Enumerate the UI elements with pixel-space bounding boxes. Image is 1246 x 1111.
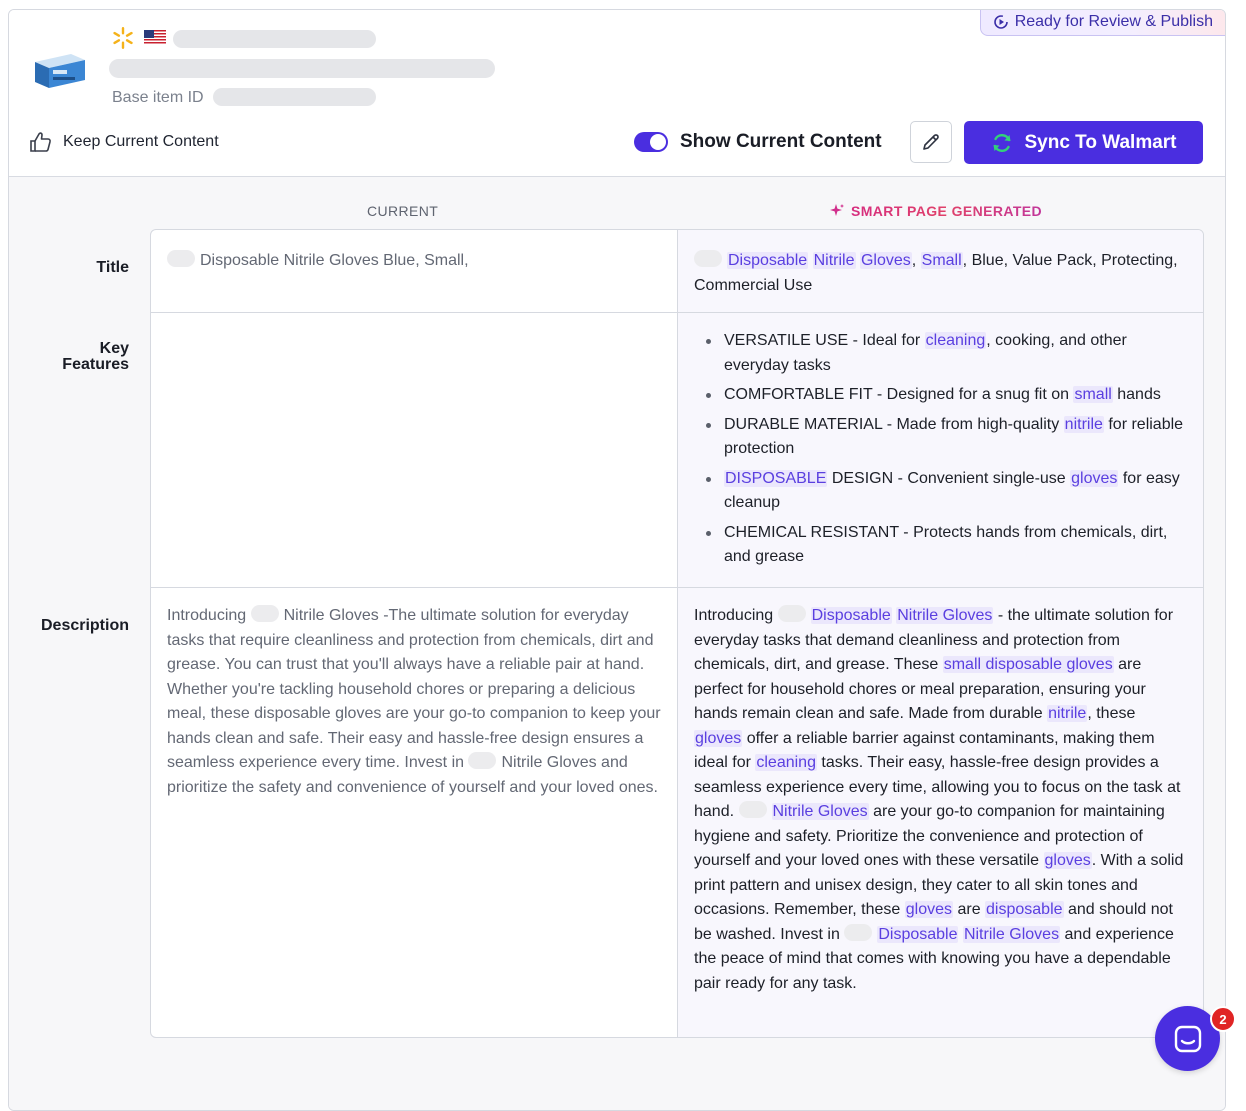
keyword-highlight: gloves	[905, 901, 953, 918]
keyword-highlight: DISPOSABLE	[725, 469, 827, 487]
base-item-id-placeholder	[213, 88, 376, 106]
brand-chip-placeholder	[167, 250, 195, 267]
feature-item: CHEMICAL RESISTANT - Protects hands from chemicals, dirt, and grease	[724, 521, 1187, 570]
chat-icon	[1173, 1024, 1203, 1054]
show-current-label: Show Current Content	[680, 131, 882, 152]
keyword-highlight: Disposable	[728, 252, 808, 269]
keyword-highlight: Nitrile Gloves	[963, 925, 1060, 943]
feature-item: DURABLE MATERIAL - Made from high-quality nitrile for reliable protection	[724, 413, 1187, 462]
keyword-highlight: gloves	[1044, 852, 1091, 869]
comparison-area	[9, 177, 1225, 1111]
keep-current-button[interactable]	[29, 131, 219, 153]
smart-column-label: SMART PAGE GENERATED	[851, 203, 1043, 219]
keyword-highlight: Disposable	[811, 607, 891, 624]
walmart-spark-icon	[111, 26, 135, 50]
current-column-header: CURRENT	[367, 203, 439, 219]
keyword-highlight: Nitrile Gloves	[897, 607, 993, 624]
product-name-placeholder	[109, 59, 495, 78]
keyword-highlight: Nitrile	[813, 252, 855, 269]
smart-column-header	[829, 203, 1042, 219]
keyword-highlight: Small	[921, 252, 962, 269]
brand-chip-placeholder	[694, 250, 722, 267]
sync-icon	[990, 131, 1014, 155]
description-row-label: Description	[40, 617, 129, 634]
smart-description-cell[interactable]: Introducing Disposable Nitrile Gloves - the ultimate solution for everyday tasks that demand cleanliness and protection from chemicals, dirt, and grease. These small disposable gloves are perfect for household chores or meal preparation, ensuring your hands remain clean and safe. Made from durable nitrile, these gloves offer a reliable barrier against contaminants, making them ideal for cleaning tasks. Their easy, hassle-free design provides a seamless experience every time, allowing you to focus on the task at hand. Nitrile Gloves are your go-to companion for maintaining hygiene and safety. Prioritize the convenience and protection of yourself and your loved ones with these versatile gloves. With a solid print pattern and unisex design, they cater to all skin tones and occasions. Remember, these gloves are disposable and should not be washed. Invest in Disposable Nitrile Gloves and experience the peace of mind that comes with knowing you have a dependable pair ready for any task.	[677, 588, 1203, 1037]
product-header	[9, 10, 1225, 177]
current-features-cell	[151, 313, 677, 587]
current-title-text: Disposable Nitrile Gloves Blue, Small,	[200, 252, 469, 269]
product-image	[31, 48, 87, 90]
keyword-highlight: disposable	[986, 901, 1063, 918]
keyword-highlight: Gloves	[860, 252, 911, 269]
brand-chip-placeholder	[778, 605, 806, 622]
keyword-highlight: cleaning	[925, 332, 986, 349]
brand-chip-placeholder	[739, 801, 767, 818]
status-text: Ready for Review & Publish	[1014, 13, 1213, 30]
smart-features-cell[interactable]	[677, 313, 1203, 587]
show-current-toggle-group	[634, 131, 882, 153]
edit-button[interactable]	[910, 121, 952, 163]
features-list	[694, 329, 1187, 570]
review-icon	[993, 14, 1009, 30]
title-row-label: Title	[96, 259, 129, 276]
current-description-cell: Introducing Nitrile Gloves -The ultimate solution for everyday tasks that require cleanliness and protection from chemicals, dirt and grease. You can trust that you'll always have a reliable pair at hand. Whether you're tackling household chores or preparing a delicious meal, these disposable gloves are your go-to companion to keep your hands clean and safe. Their easy and hassle-free design ensures a seamless experience every time. Invest in Nitrile Gloves and prioritize the safety and convenience of yourself and your loved ones.	[167, 607, 661, 796]
smart-title-rest: , Blue, Value Pack, Protecting, Commercial Use	[694, 252, 1178, 294]
title-separator: ,	[911, 252, 917, 269]
key-features-row-label: Key Features	[62, 340, 129, 373]
pencil-icon	[921, 132, 941, 152]
keyword-highlight: Disposable	[878, 925, 958, 943]
brand-placeholder	[173, 30, 376, 48]
sparkle-icon	[829, 203, 845, 219]
keyword-highlight: small disposable gloves	[943, 656, 1113, 673]
brand-chip-placeholder	[468, 752, 496, 769]
notification-badge: 2	[1210, 1006, 1236, 1032]
keyword-highlight: Nitrile Gloves	[772, 803, 868, 820]
product-card	[8, 9, 1226, 1111]
feature-item: COMFORTABLE FIT - Designed for a snug fit on small hands	[724, 383, 1187, 408]
sync-button-label: Sync To Walmart	[1024, 131, 1177, 153]
feature-item: VERSATILE USE - Ideal for cleaning, cooking, and other everyday tasks	[724, 329, 1187, 378]
smart-title-cell[interactable]	[677, 230, 1203, 312]
keyword-highlight: small	[1074, 386, 1112, 403]
sync-to-walmart-button[interactable]	[964, 121, 1203, 164]
keyword-highlight: cleaning	[756, 754, 816, 771]
brand-chip-placeholder	[844, 924, 872, 941]
comparison-table	[150, 229, 1204, 1038]
keyword-highlight: nitrile	[1064, 415, 1103, 433]
show-current-toggle[interactable]	[634, 132, 668, 152]
feature-item: DISPOSABLE DESIGN - Convenient single-use gloves for easy cleanup	[724, 467, 1187, 516]
keyword-highlight: gloves	[1071, 469, 1118, 487]
us-flag-icon	[144, 30, 166, 45]
keyword-highlight: nitrile	[1048, 705, 1087, 722]
keep-current-label: Keep Current Content	[63, 133, 219, 150]
thumbs-up-icon	[29, 131, 53, 153]
brand-chip-placeholder	[251, 605, 279, 622]
keyword-highlight: gloves	[695, 729, 742, 747]
base-item-id-label: Base item ID	[112, 89, 204, 106]
current-title-cell	[151, 235, 677, 312]
status-badge	[980, 9, 1226, 36]
